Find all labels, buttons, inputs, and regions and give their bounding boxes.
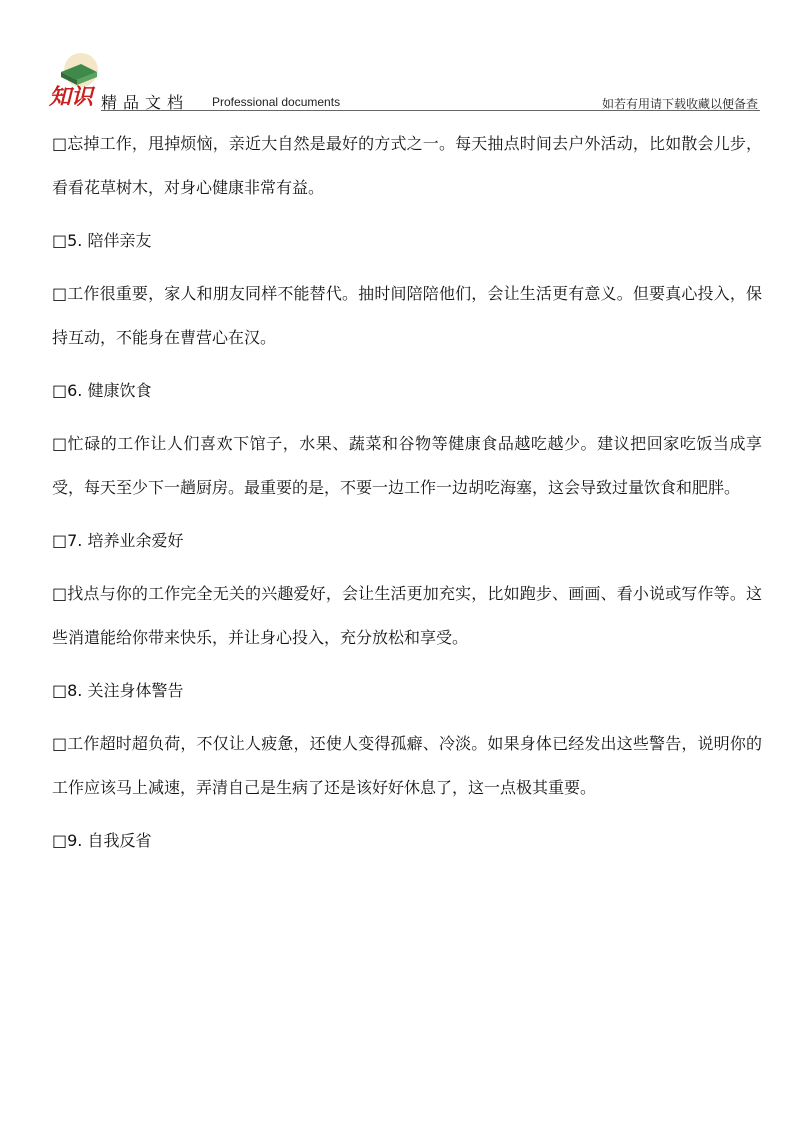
section-heading: □5. 陪伴亲友 xyxy=(52,231,152,250)
paragraph: □忘掉工作，甩掉烦恼，亲近大自然是最好的方式之一。每天抽点时间去户外活动，比如散会儿步，看看花草树木，对身心健康非常有益。 xyxy=(52,134,762,197)
brand-subtitle: Professional documents xyxy=(212,95,341,109)
document-body xyxy=(52,122,762,872)
download-note: 如若有用请下载收藏以便备查 xyxy=(601,97,758,111)
paragraph: □工作很重要，家人和朋友同样不能替代。抽时间陪陪他们，会让生活更有意义。但要真心投入，保持互动，不能身在曹营心在汉。 xyxy=(52,284,762,347)
brand-title: 精品文档 xyxy=(101,93,190,112)
section-heading: □9. 自我反省 xyxy=(52,831,152,850)
svg-text:知识: 知识 xyxy=(49,84,94,108)
page-header xyxy=(47,52,760,110)
section-heading: □7. 培养业余爱好 xyxy=(52,531,184,550)
paragraph: □工作超时超负荷，不仅让人疲惫，还使人变得孤癖、冷淡。如果身体已经发出这些警告，说明你的工作应该马上减速，弄清自己是生病了还是该好好休息了，这一点极其重要。 xyxy=(52,734,762,797)
section-heading: □6. 健康饮食 xyxy=(52,381,152,400)
paragraph: □找点与你的工作完全无关的兴趣爱好，会让生活更加充实，比如跑步、画画、看小说或写作等。这些消遣能给你带来快乐，并让身心投入，充分放松和享受。 xyxy=(52,584,762,647)
section-heading: □8. 关注身体警告 xyxy=(52,681,184,700)
paragraph: □忙碌的工作让人们喜欢下馆子，水果、蔬菜和谷物等健康食品越吃越少。建议把回家吃饭当成享受，每天至少下一趟厨房。最重要的是，不要一边工作一边胡吃海塞，这会导致过量饮食和肥胖。 xyxy=(52,434,762,497)
header-divider xyxy=(101,110,760,111)
book-logo-icon xyxy=(47,52,103,108)
